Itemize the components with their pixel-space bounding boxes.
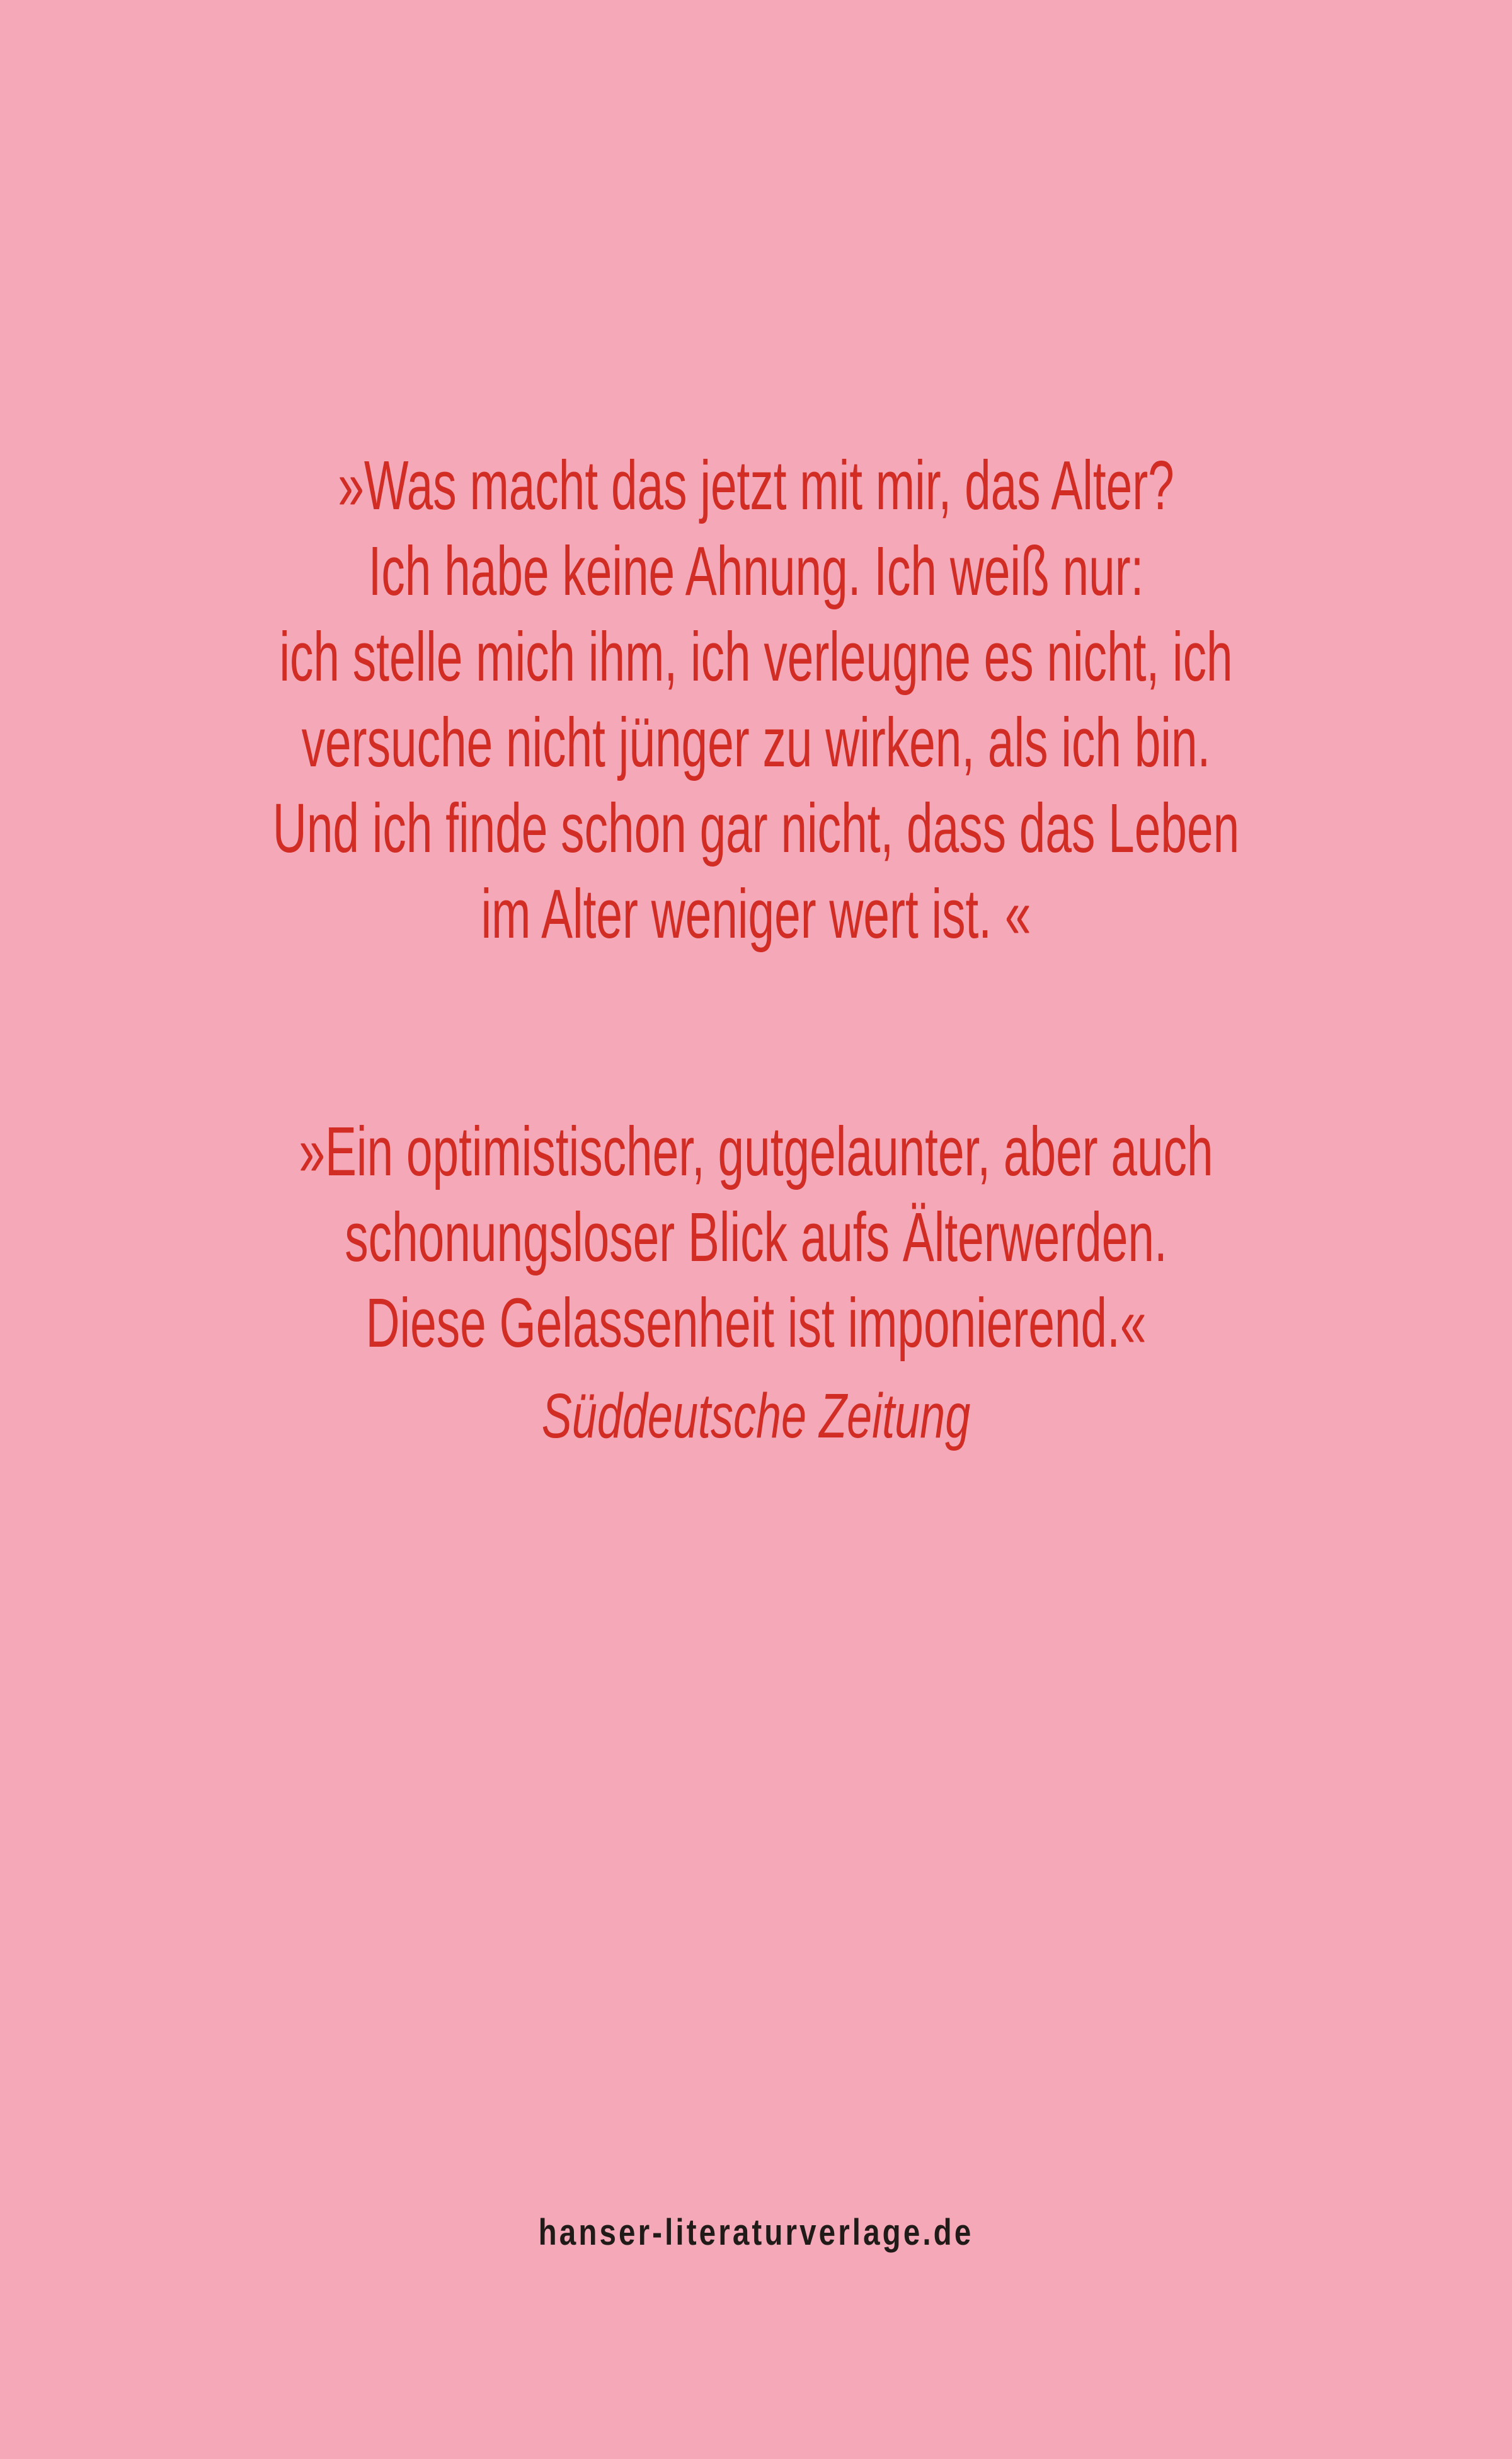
- press-quote: [0, 1109, 1512, 1366]
- attribution-text: Süddeutsche Zeitung: [541, 1381, 971, 1451]
- quote-line: Diese Gelassenheit ist imponierend.«: [365, 1284, 1147, 1362]
- quote-line: »Was macht das jetzt mit mir, das Alter?: [338, 447, 1174, 524]
- press-quote-attribution: [0, 1378, 1512, 1454]
- quote-line: Und ich finde schon gar nicht, dass das Leben: [272, 790, 1240, 867]
- quote-line: »Ein optimistischer, gutgelaunter, aber auch: [299, 1113, 1213, 1190]
- quote-line: versuche nicht jünger zu wirken, als ich bin.: [301, 704, 1211, 781]
- quote-line: ich stelle mich ihm, ich verleugne es nicht, ich: [279, 618, 1233, 696]
- publisher-website-text: hanser-literaturverlage.de: [538, 2212, 974, 2253]
- quote-line: Ich habe keine Ahnung. Ich weiß nur:: [368, 533, 1144, 610]
- quote-line: im Alter weniger wert ist. «: [481, 875, 1031, 953]
- author-quote: [0, 443, 1512, 957]
- publisher-website: [0, 2211, 1512, 2255]
- quote-line: schonungsloser Blick aufs Älterwerden.: [345, 1199, 1167, 1276]
